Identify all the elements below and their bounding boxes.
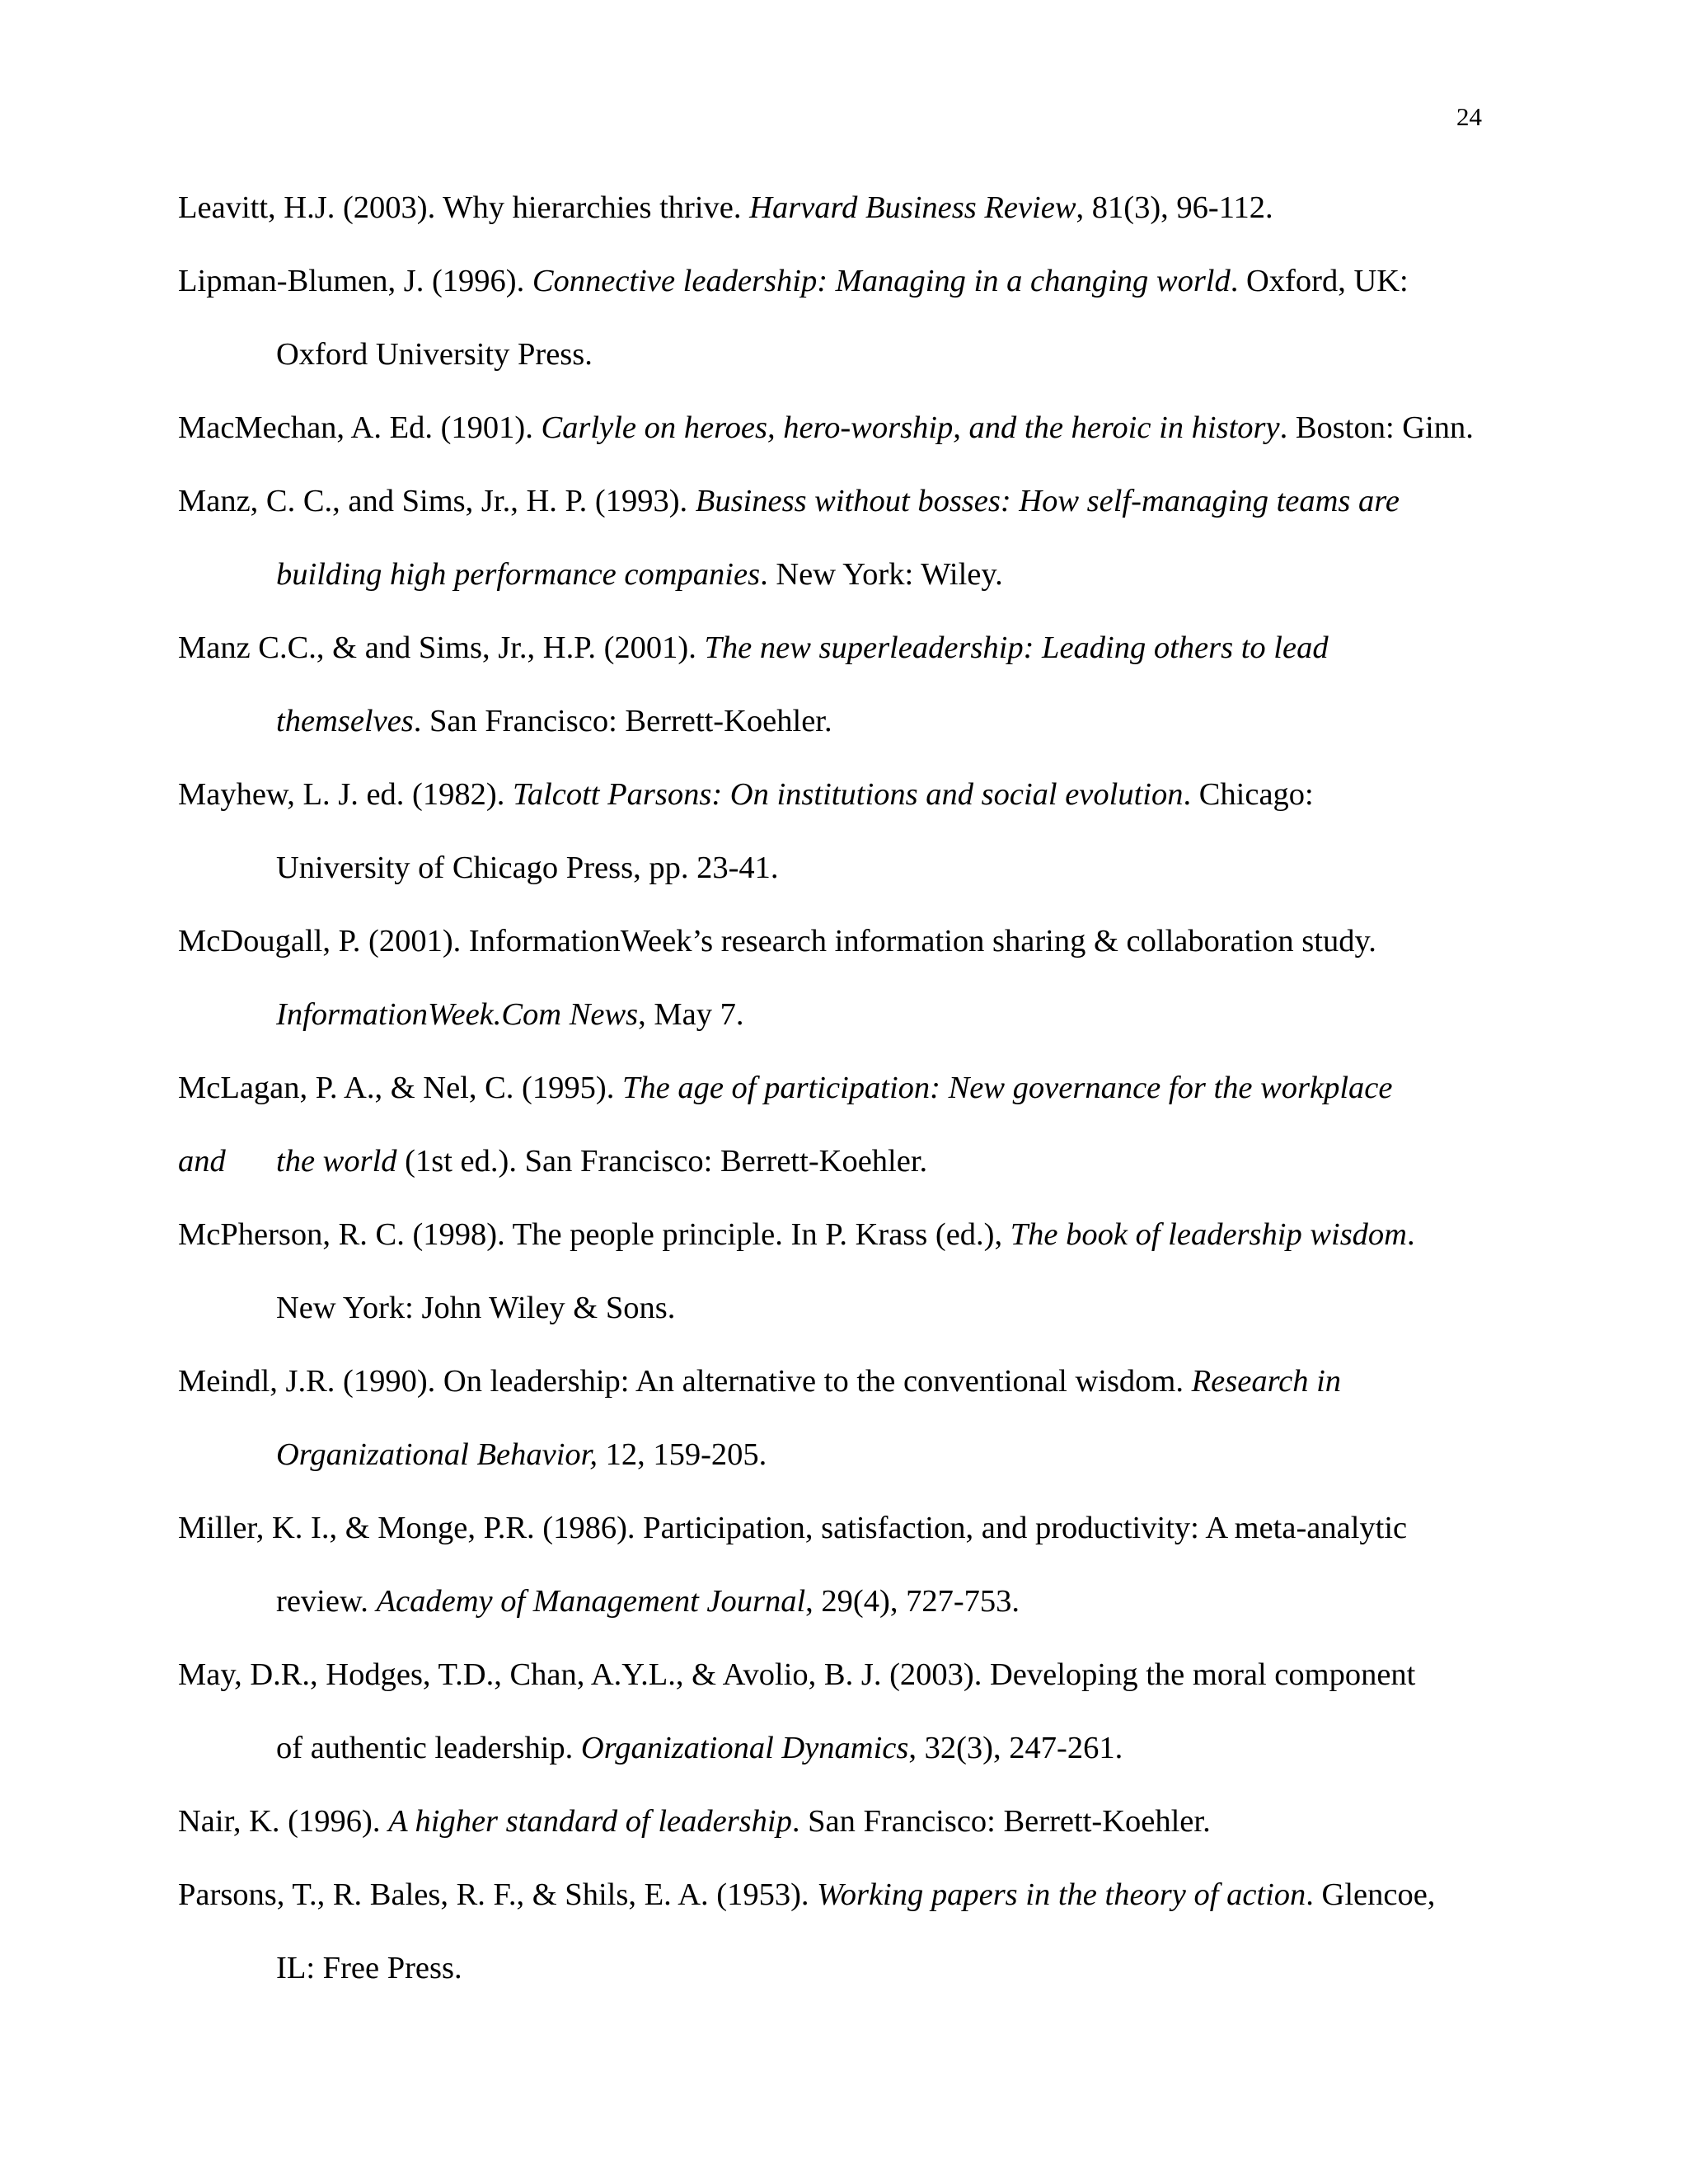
reference-continuation-line <box>178 685 1530 758</box>
reference-text: , May 7. <box>638 997 744 1032</box>
reference-text: New York: John Wiley & Sons. <box>276 1291 676 1325</box>
reference-first-line <box>178 245 1530 318</box>
reference-text: , 32(3), 247-261. <box>908 1731 1123 1765</box>
reference-entry-manz-1993 <box>178 465 1530 612</box>
reference-first-line <box>178 1345 1530 1418</box>
reference-first-line <box>178 905 1530 978</box>
reference-text: Leavitt, H.J. (2003). Why hierarchies thrive. <box>178 190 750 225</box>
reference-first-line <box>178 758 1530 832</box>
reference-first-line <box>178 391 1530 465</box>
reference-text: . Oxford, UK: <box>1230 264 1409 298</box>
reference-text: . Chicago: <box>1183 777 1314 812</box>
reference-continuation-line <box>178 1565 1530 1638</box>
reference-title-text: Business without bosses: How self-managing teams are <box>695 484 1400 518</box>
reference-text: . New York: Wiley. <box>760 557 1003 592</box>
reference-text: MacMechan, A. Ed. (1901). <box>178 410 542 445</box>
reference-title-text: themselves <box>276 704 414 738</box>
reference-title-text: InformationWeek.Com News <box>276 997 639 1032</box>
reference-title-text: Working papers in the theory of action <box>817 1877 1306 1912</box>
reference-title-text: Talcott Parsons: On institutions and social evolution <box>512 777 1184 812</box>
reference-first-line <box>178 1198 1530 1272</box>
reference-text: 12, 159-205. <box>597 1437 767 1472</box>
reference-continuation-line <box>178 832 1530 905</box>
reference-continuation-line <box>178 1712 1530 1785</box>
reference-text: Manz, C. C., and Sims, Jr., H. P. (1993). <box>178 484 696 518</box>
reference-first-line <box>178 1052 1530 1125</box>
reference-title-text: Academy of Management Journal <box>376 1584 806 1619</box>
reference-title-text: Organizational Dynamics <box>580 1731 909 1765</box>
reference-text: Parsons, T., R. Bales, R. F., & Shils, E. A. (1953). <box>178 1877 818 1912</box>
reference-entry-manz-2001 <box>178 612 1530 758</box>
reference-text: McPherson, R. C. (1998). The people principle. In P. Krass (ed.), <box>178 1217 1010 1252</box>
reference-continuation-line <box>178 538 1530 612</box>
reference-title-text: Harvard Business Review <box>749 190 1076 225</box>
reference-continuation-line <box>178 1932 1530 2005</box>
reference-entry-parsons <box>178 1858 1530 2005</box>
reference-entry-nair <box>178 1785 1530 1858</box>
reference-entry-mcpherson <box>178 1198 1530 1345</box>
reference-title-text: The book of leadership wisdom <box>1010 1217 1407 1252</box>
reference-text: IL: Free Press. <box>276 1951 462 1985</box>
reference-text: University of Chicago Press, pp. 23-41. <box>276 851 779 885</box>
reference-text: . Glencoe, <box>1306 1877 1436 1912</box>
reference-first-line <box>178 1858 1530 1932</box>
reference-continuation-line <box>178 1272 1530 1345</box>
reference-entry-mcdougall <box>178 905 1530 1052</box>
reference-text: Lipman-Blumen, J. (1996). <box>178 264 532 298</box>
reference-first-line <box>178 612 1530 685</box>
reference-text: Manz C.C., & and Sims, Jr., H.P. (2001). <box>178 630 705 665</box>
reference-text: McDougall, P. (2001). InformationWeek’s research information sharing & collaboration study. <box>178 924 1376 958</box>
reference-text: Mayhew, L. J. ed. (1982). <box>178 777 513 812</box>
reference-text: (1st ed.). San Francisco: Berrett-Koehler. <box>396 1144 928 1179</box>
reference-continuation-line <box>178 978 1530 1052</box>
reference-text: Oxford University Press. <box>276 337 593 372</box>
reference-continuation-line <box>178 1125 1530 1198</box>
reference-first-line <box>178 465 1530 538</box>
reference-entry-macmechan <box>178 391 1530 465</box>
reference-entry-meindl <box>178 1345 1530 1492</box>
reference-text: . Boston: Ginn. <box>1279 410 1474 445</box>
reference-entry-leavitt <box>178 171 1530 245</box>
reference-text: of authentic leadership. <box>276 1731 581 1765</box>
reference-text: review. <box>276 1584 377 1619</box>
reference-continuation-line <box>178 318 1530 391</box>
reference-entry-lipman-blumen <box>178 245 1530 391</box>
reference-text: May, D.R., Hodges, T.D., Chan, A.Y.L., & Avolio, B. J. (2003). Developing the moral component <box>178 1657 1416 1692</box>
reference-text: . San Francisco: Berrett-Koehler. <box>413 704 832 738</box>
reference-title-text: Research in <box>1191 1364 1342 1399</box>
reference-first-line <box>178 1638 1530 1712</box>
page-number: 24 <box>1456 102 1482 131</box>
reference-text: Meindl, J.R. (1990). On leadership: An alternative to the conventional wisdom. <box>178 1364 1192 1399</box>
reference-title-text: A higher standard of leadership <box>388 1804 792 1839</box>
reference-text: McLagan, P. A., & Nel, C. (1995). <box>178 1071 622 1105</box>
reference-text: . San Francisco: Berrett-Koehler. <box>791 1804 1211 1839</box>
reference-title-text: The new superleadership: Leading others to lead <box>704 630 1329 665</box>
reference-title-text: the world <box>276 1144 397 1179</box>
reference-first-line <box>178 171 1530 245</box>
reference-title-text: Connective leadership: Managing in a changing world <box>532 264 1231 298</box>
reference-title-text: The age of participation: New governance for the workplace <box>621 1071 1393 1105</box>
reference-text: , 81(3), 96-112. <box>1076 190 1273 225</box>
reference-entry-mclagan <box>178 1052 1530 1198</box>
reference-text: Miller, K. I., & Monge, P.R. (1986). Participation, satisfaction, and productivity: A meta-analytic <box>178 1511 1408 1545</box>
reference-entry-mayhew <box>178 758 1530 905</box>
reference-text: Nair, K. (1996). <box>178 1804 389 1839</box>
reference-entry-may <box>178 1638 1530 1785</box>
reference-title-text: Carlyle on heroes, hero-worship, and the heroic in history <box>541 410 1280 445</box>
reference-title-text: Organizational Behavior, <box>276 1437 598 1472</box>
reference-text: . <box>1406 1217 1415 1252</box>
reference-title-text: building high performance companies <box>276 557 761 592</box>
reference-entry-miller <box>178 1492 1530 1638</box>
reference-continuation-line <box>178 1418 1530 1492</box>
reference-first-line <box>178 1492 1530 1565</box>
reference-line-lead: and <box>178 1144 226 1179</box>
reference-list <box>178 171 1530 2005</box>
reference-text: , 29(4), 727-753. <box>805 1584 1020 1619</box>
reference-first-line <box>178 1785 1530 1858</box>
